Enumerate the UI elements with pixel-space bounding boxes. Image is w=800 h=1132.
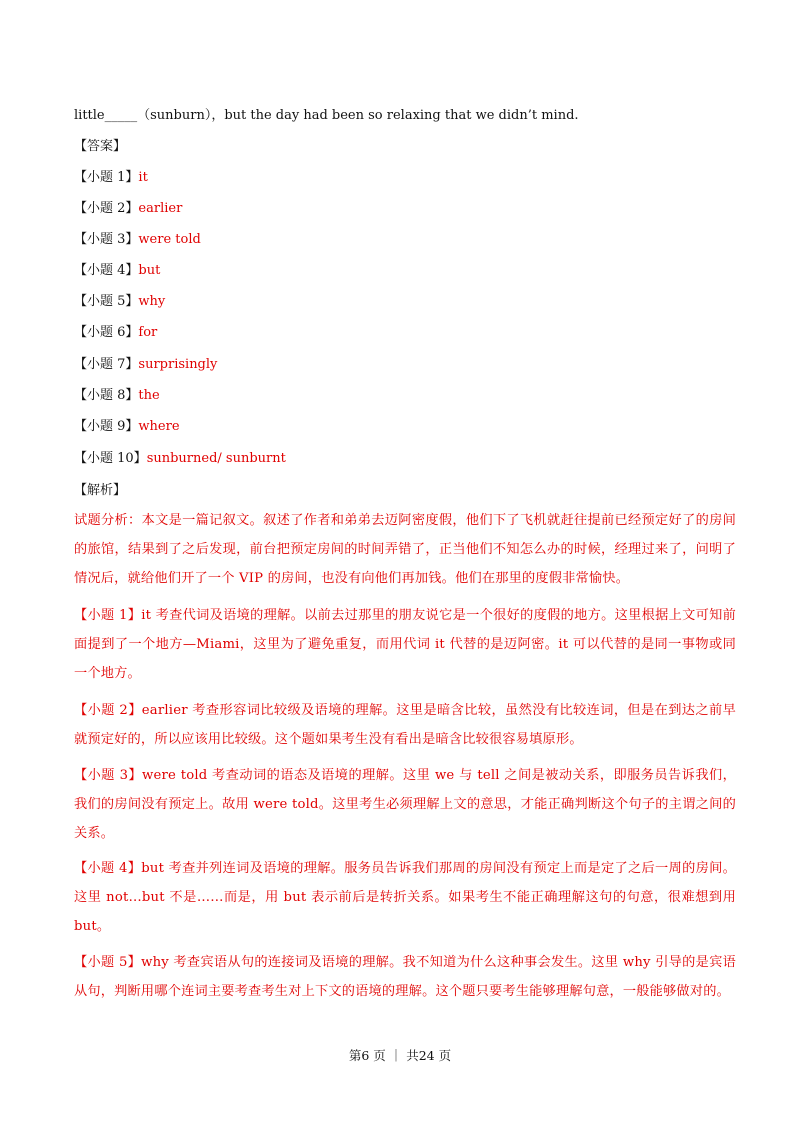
answer-item [74,415,180,434]
analysis-heading: 【解析】 [74,483,127,498]
answer-label: 【小题 2】 [74,201,139,216]
answer-value: where [138,419,180,434]
analysis-paragraph: 【小题 1】it 考查代词及语境的理解。以前去过那里的朋友说它是一个很好的度假的地方。这里根据上文可知前面提到了一个地方—Miami，这里为了避免重复，而用代词 it 代替的是迈阿密。it 可以代替的是同一事物或同一个地方。 [74,608,736,681]
answer-value: but [138,263,161,278]
answer-label: 【小题 5】 [74,294,139,309]
answer-value: it [138,170,148,185]
analysis-paragraph: 【小题 2】earlier 考查形容词比较级及语境的理解。这里是暗含比较，虽然没有比较连词，但是在到达之前早就预定好的，所以应该用比较级。这个题如果考生没有看出是暗含比较很容易填原形。 [74,703,736,747]
answer-label: 【小题 4】 [74,263,139,278]
answer-value: sunburned/ sunburnt [146,451,286,466]
answer-label: 【小题 3】 [74,232,139,247]
answer-label: 【小题 8】 [74,388,139,403]
page-footer: 第6 页 ｜ 共24 页 [348,1048,452,1063]
answer-item [74,290,165,309]
question-tail-text: little_____（sunburn），but the day had been so relaxing that we didn’t mind. [74,108,579,123]
answer-label: 【小题 7】 [74,357,139,372]
answer-item [74,228,201,247]
analysis-paragraph: 试题分析：本文是一篇记叙文。叙述了作者和弟弟去迈阿密度假，他们下了飞机就赶往提前已经预定好了的房间的旅馆，结果到了之后发现，前台把预定房间的时间弄错了，正当他们不知怎么办的时候，经理过来了，问明了情况后，就给他们开了一个 VIP 的房间，也没有向他们再加钱。他们在那里的度假非常愉快。 [74,513,736,586]
answer-label: 【小题 1】 [74,170,139,185]
answer-item [74,447,286,466]
analysis-paragraph: 【小题 4】but 考查并列连词及语境的理解。服务员告诉我们那周的房间没有预定上而是定了之后一周的房间。这里 not…but 不是……而是，用 but 表示前后是转折关系。如果考生不能正确理解这句的句意，很难想到用 but。 [74,861,736,934]
answer-value: the [138,388,160,403]
answer-heading: 【答案】 [74,139,127,154]
answer-item [74,384,160,403]
answer-value: why [138,294,166,309]
answer-label: 【小题 9】 [74,419,139,434]
answer-item [74,259,160,278]
answer-value: earlier [138,201,183,216]
analysis-paragraph: 【小题 5】why 考查宾语从句的连接词及语境的理解。我不知道为什么这种事会发生。这里 why 引导的是宾语从句，判断用哪个连词主要考查考生对上下文的语境的理解。这个题只要考生能够理解句意，一般能够做对的。 [74,955,736,999]
answer-item [74,197,182,216]
answer-value: were told [138,232,201,247]
answer-value: for [138,325,158,340]
answer-item [74,353,217,372]
analysis-paragraph: 【小题 3】were told 考查动词的语态及语境的理解。这里 we 与 tell 之间是被动关系，即服务员告诉我们，我们的房间没有预定上。故用 were told。这里考生必须理解上文的意思，才能正确判断这个句子的主谓之间的关系。 [74,768,736,841]
answer-item [74,321,157,340]
answer-value: surprisingly [138,357,218,372]
answer-item [74,166,148,185]
answer-label: 【小题 6】 [74,325,139,340]
answer-label: 【小题 10】 [74,451,147,466]
